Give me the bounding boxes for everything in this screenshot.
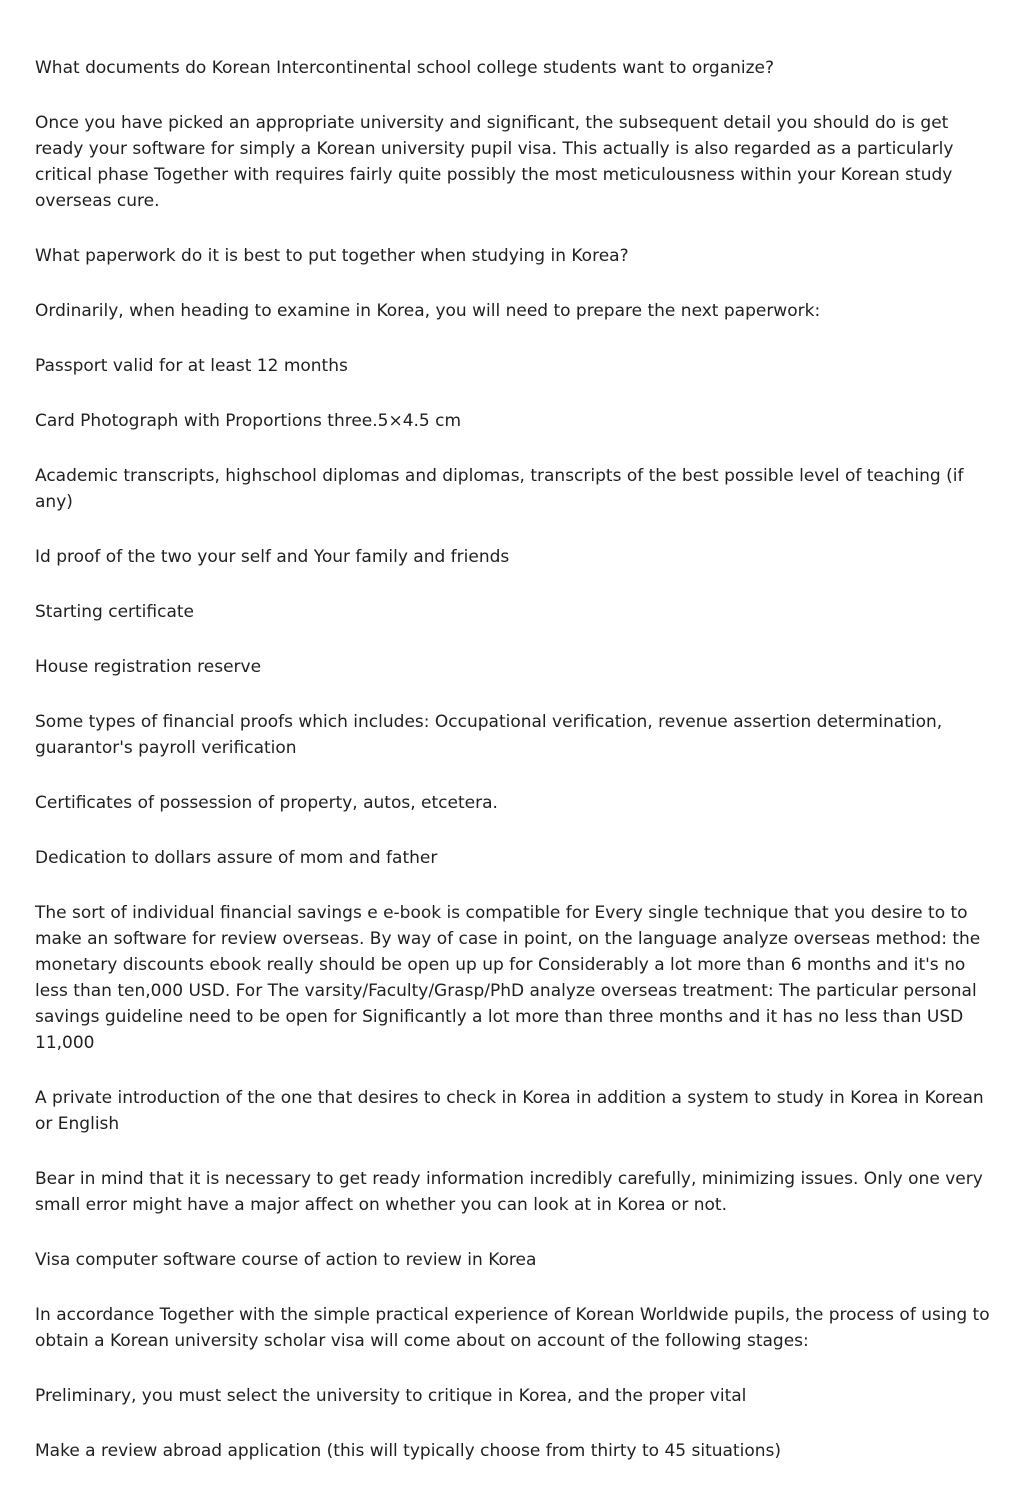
paragraph-prepare-list-intro: Ordinarily, when heading to examine in Korea, you will need to prepare the next paperwork:: [35, 301, 821, 321]
list-item-id-proof: Id proof of the two your self and Your family and friends: [35, 547, 510, 567]
list-item-property-certificates: Certificates of possession of property, autos, etcetera.: [35, 793, 498, 813]
list-item-photo: Card Photograph with Proportions three.5×4.5 cm: [35, 411, 462, 431]
paragraph-personal-introduction: A private introduction of the one that desires to check in Korea in addition a system to study in Korea in Korean or English: [35, 1088, 984, 1134]
list-item-passport: Passport valid for at least 12 months: [35, 356, 348, 376]
list-item-transcripts: Academic transcripts, highschool diplomas and diplomas, transcripts of the best possible level of teaching (if any): [35, 466, 964, 512]
document-body: [35, 55, 995, 1493]
paragraph-question-paperwork: What paperwork do it is best to put together when studying in Korea?: [35, 246, 629, 266]
paragraph-visa-process: In accordance Together with the simple practical experience of Korean Worldwide pupils, the process of using to obtain a Korean university scholar visa will come about on account of the following stages:: [35, 1305, 990, 1351]
paragraph-intro: Once you have picked an appropriate university and significant, the subsequent detail you should do is get ready your software for simply a Korean university pupil visa. This actually is also regarded as a particularly critical phase Together with requires fairly quite possibly the most meticulousness within your Korean study overseas cure.: [35, 113, 954, 211]
paragraph-careful-preparation: Bear in mind that it is necessary to get ready information incredibly carefully, minimizing issues. Only one very small error might have a major affect on whether you can look at in Korea or not.: [35, 1169, 983, 1215]
list-item-house-registration: House registration reserve: [35, 657, 262, 677]
paragraph-step-select-university: Preliminary, you must select the university to critique in Korea, and the proper vital: [35, 1386, 747, 1406]
list-item-parent-guarantee: Dedication to dollars assure of mom and father: [35, 848, 438, 868]
paragraph-question-documents: What documents do Korean Intercontinental school college students want to organize?: [35, 58, 775, 78]
list-item-birth-certificate: Starting certificate: [35, 602, 195, 622]
paragraph-step-application: Make a review abroad application (this will typically choose from thirty to 45 situations): [35, 1441, 781, 1461]
paragraph-savings-book: The sort of individual financial savings e e-book is compatible for Every single technique that you desire to to make an software for review overseas. By way of case in point, on the language analyze overseas method: the monetary discounts ebook really should be open up up for Considerably a lot more than 6 months and it's no less than ten,000 USD. For The varsity/Faculty/Grasp/PhD analyze overseas treatment: The particular personal savings guideline need to be open for Significantly a lot more than three months and it has no less than USD 11,000: [35, 903, 981, 1053]
list-item-financial-proofs: Some types of financial proofs which includes: Occupational verification, revenue assertion determination, guarantor's payroll verification: [35, 712, 943, 758]
paragraph-visa-heading: Visa computer software course of action to review in Korea: [35, 1250, 537, 1270]
